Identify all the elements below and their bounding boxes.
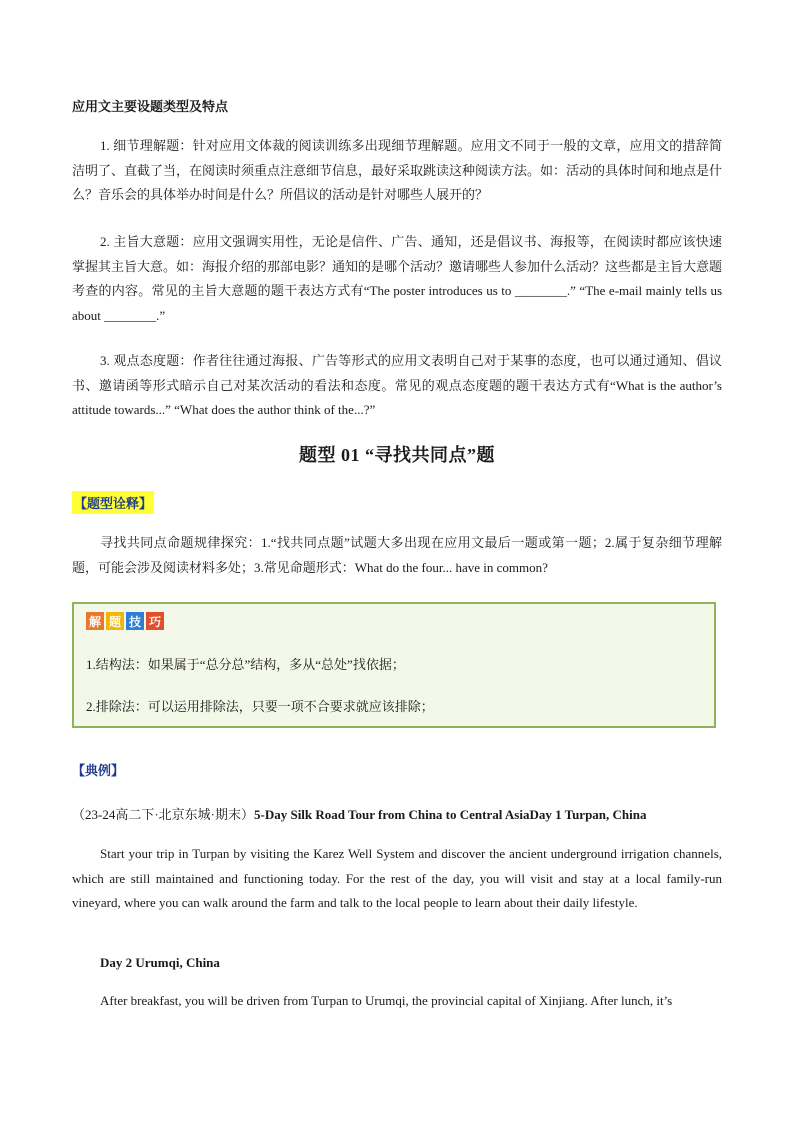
- paragraph-day2: After breakfast, you will be driven from Turpan to Urumqi, the provincial capital of Xinjiang. After lunch, it’s: [100, 993, 673, 1008]
- section-title: 应用文主要设题类型及特点: [72, 99, 229, 114]
- tips-badge: 题: [106, 612, 124, 630]
- source-title: 5-Day Silk Road Tour from China to Central AsiaDay 1 Turpan, China: [254, 807, 647, 822]
- paragraph-detail-questions: 1. 细节理解题：针对应用文体裁的阅读训练多出现细节理解题。应用文不同于一般的文章，应用文的措辞简洁明了、直截了当，在阅读时须重点注意细节信息，最好采取跳读这种阅读方法。如：活动的具体时间和地点是什么？音乐会的具体举办时间是什么？所倡议的活动是针对哪些人展开的？: [72, 138, 723, 202]
- paragraph-attitude-questions: 3. 观点态度题：作者往往通过海报、广告等形式的应用文表明自己对于某事的态度，也可以通过通知、倡议书、邀请函等形式暗示自己对某次活动的看法和态度。常见的观点态度题的题干表达方式有“What is the author’s attitude towards...” “What does the author think of the...?”: [72, 353, 722, 417]
- day2-heading: Day 2 Urumqi, China: [100, 955, 220, 970]
- tips-badge: 解: [86, 612, 104, 630]
- tip-elimination: 2.排除法：可以运用排除法，只要一项不合要求就应该排除；: [86, 699, 434, 714]
- tips-box: [72, 602, 716, 728]
- tips-badge: 巧: [146, 612, 164, 630]
- explain-label: 【题型诠释】: [72, 491, 154, 514]
- source-prefix: （23-24高二下·北京东城·期末）: [72, 807, 254, 822]
- paragraph-explanation: 寻找共同点命题规律探究：1.“找共同点题”试题大多出现在应用文最后一题或第一题；2.属于复杂细节理解题，可能会涉及阅读材料多处；3.常见命题形式：What do the four... have in common?: [72, 535, 722, 575]
- paragraph-day1: Start your trip in Turpan by visiting the Karez Well System and discover the ancient underground irrigation channels, which are still maintained and functioning today. For the rest of the day, you will visit and stay at a local family-run vineyard, where you can walk around the farm and talk to the local people to learn about their daily lifestyle.: [72, 846, 722, 910]
- example-label: 【典例】: [72, 763, 125, 778]
- tip-structure: 1.结构法：如果属于“总分总”结构，多从“总处”找依据；: [86, 657, 405, 672]
- question-type-heading: 题型 01 “寻找共同点”题: [299, 445, 495, 465]
- tips-badges: [86, 612, 164, 630]
- paragraph-main-idea-questions: 2. 主旨大意题：应用文强调实用性，无论是信件、广告、通知，还是倡议书、海报等，在阅读时都应该快速掌握其主旨大意。如：海报介绍的那部电影？通知的是哪个活动？邀请哪些人参加什么活动？这些都是主旨大意题考查的内容。常见的主旨大意题的题干表达方式有“The poster introduces us to ________.” “The e-mail mainly tells us about ________.”: [72, 234, 723, 323]
- tips-badge: 技: [126, 612, 144, 630]
- example-source: [72, 804, 647, 823]
